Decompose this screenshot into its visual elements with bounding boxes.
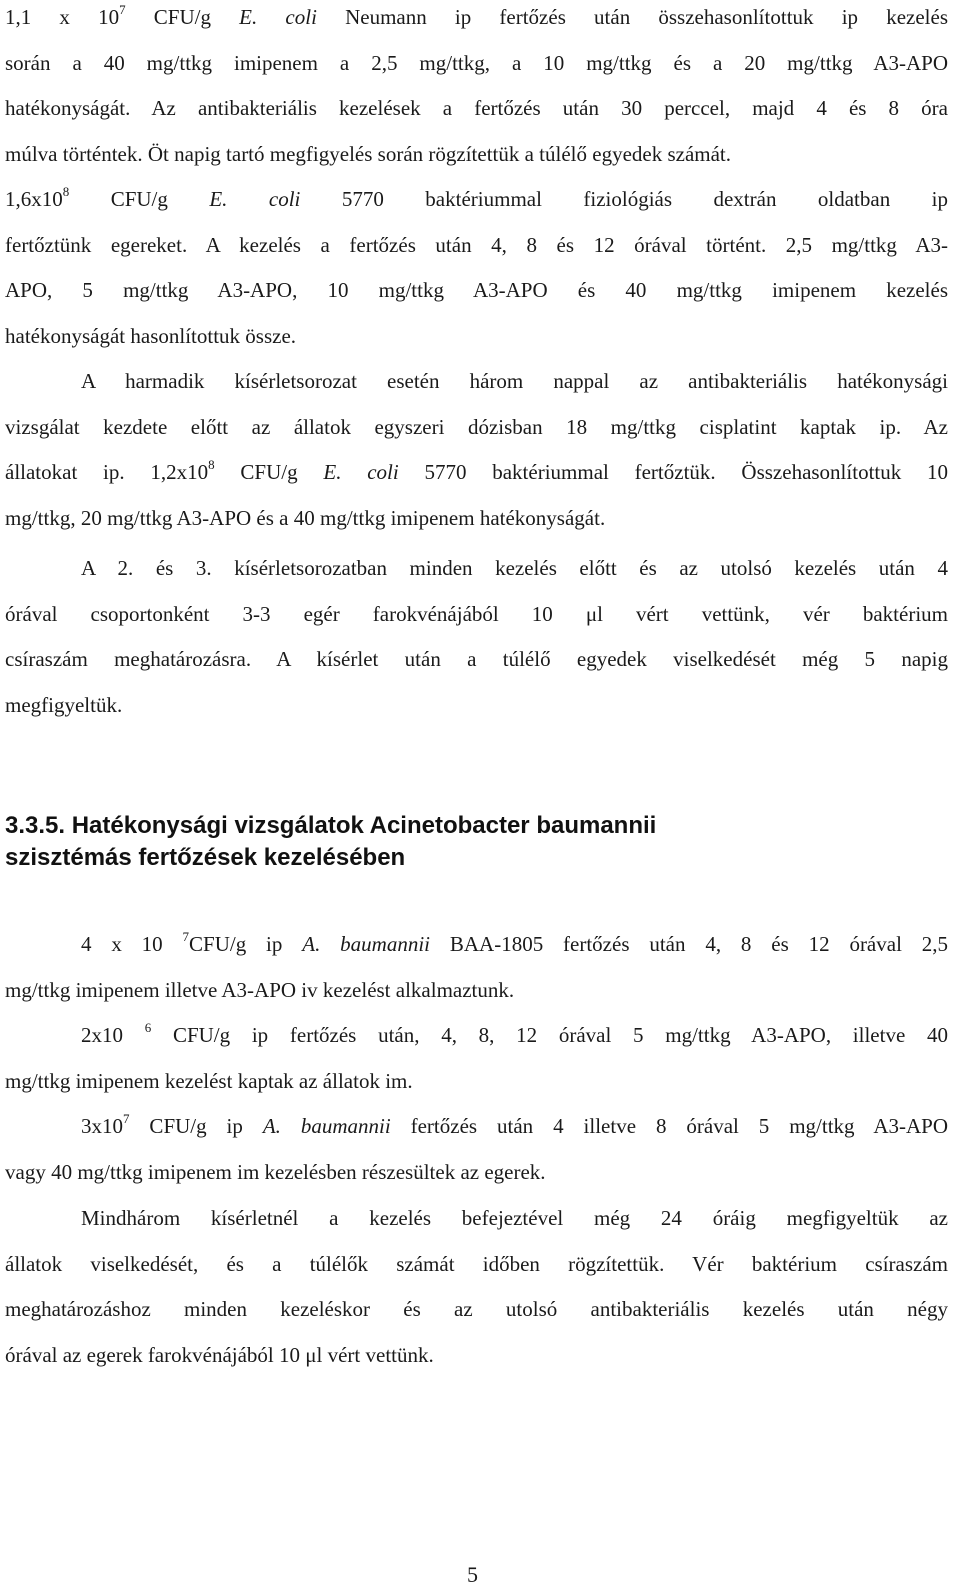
text-line xyxy=(5,450,948,496)
superscript: 6 xyxy=(144,1020,152,1035)
text-span: BAA-1805 fertőzés után 4, 8 és 12 órával 2,5 xyxy=(430,932,949,956)
text-line: mg/ttkg imipenem illetve A3-APO iv kezelést alkalmaztunk. xyxy=(5,977,515,1002)
species-name: E. coli xyxy=(209,187,301,211)
paragraph-neumann-infection xyxy=(5,0,948,177)
text-span: CFU/g ip xyxy=(129,1114,263,1138)
text-line: vizsgálat kezdete előtt az állatok egyszeri dózisban 18 mg/ttkg cisplatint kaptak ip. Az xyxy=(5,414,948,439)
text-line: fertőztünk egereket. A kezelés a fertőzés után 4, 8 és 12 órával történt. 2,5 mg/ttkg A3- xyxy=(5,232,948,257)
paragraph-a3apo-im xyxy=(5,1104,948,1195)
text-span: CFU/g ip xyxy=(189,932,303,956)
text-line: mg/ttkg, 20 mg/ttkg A3-APO és a 40 mg/ttkg imipenem hatékonyságát. xyxy=(5,505,606,530)
text-span: 5770 baktériummal fertőztük. Összehasonlítottuk 10 xyxy=(398,460,948,484)
species-name: A. baumannii xyxy=(262,1114,391,1138)
text-span: 2x10 xyxy=(81,1023,145,1047)
section-heading xyxy=(5,810,656,874)
superscript: 8 xyxy=(208,457,215,472)
text-line: csíraszám meghatározásra. A kísérlet után a túlélő egyedek viselkedését még 5 napig xyxy=(5,647,948,671)
text-line: múlva történtek. Öt napig tartó megfigyelés során rögzítettük a túlélő egyedek számát. xyxy=(5,141,732,166)
text-line xyxy=(5,1013,948,1059)
text-line: A 2. és 3. kísérletsorozatban minden kezelés előtt és az utolsó kezelés után 4 xyxy=(81,556,948,580)
page-number: 5 xyxy=(467,1562,478,1587)
text-span: CFU/g xyxy=(125,5,240,29)
document-page xyxy=(5,0,948,1591)
text-span: 5770 baktériummal fiziológiás dextrán oldatban ip xyxy=(300,187,949,211)
text-line: mg/ttkg imipenem kezelést kaptak az állatok im. xyxy=(5,1068,413,1093)
text-span: 3x10 xyxy=(81,1114,123,1138)
text-line: Mindhárom kísérletnél a kezelés befejeztével még 24 óráig megfigyeltük az xyxy=(81,1206,948,1230)
text-line: hatékonyságát hasonlítottuk össze. xyxy=(5,323,297,348)
text-line: órával csoportonként 3-3 egér farokvénájából 10 μl vért vettünk, vér baktérium xyxy=(5,601,948,626)
text-line: során a 40 mg/ttkg imipenem a 2,5 mg/ttkg, a 10 mg/ttkg és a 20 mg/ttkg A3-APO xyxy=(5,50,948,75)
species-name: E. coli xyxy=(239,5,317,29)
text-span: 1,6x10 xyxy=(5,187,63,211)
paragraph-observation xyxy=(5,1196,948,1378)
text-line: megfigyeltük. xyxy=(5,692,123,717)
paragraph-baa1805-infection xyxy=(5,922,948,1013)
superscript: 8 xyxy=(62,184,70,199)
text-line: meghatározáshoz minden kezeléskor és az utolsó antibakteriális kezelés után négy xyxy=(5,1297,948,1321)
text-span: Neumann ip fertőzés után összehasonlítottuk ip kezelés xyxy=(316,5,948,29)
text-line: APO, 5 mg/ttkg A3-APO, 10 mg/ttkg A3-APO és 40 mg/ttkg imipenem kezelés xyxy=(5,278,948,302)
superscript: 7 xyxy=(182,929,190,944)
superscript: 7 xyxy=(123,1111,130,1126)
text-line: hatékonyságát. Az antibakteriális kezelések a fertőzés után 30 perccel, majd 4 és 8 óra xyxy=(5,96,948,120)
text-line: vagy 40 mg/ttkg imipenem im kezelésben részesültek az egerek. xyxy=(5,1159,546,1184)
text-span: CFU/g ip fertőzés után, 4, 8, 12 órával 5 mg/ttkg A3-APO, illetve 40 xyxy=(151,1023,948,1047)
superscript: 7 xyxy=(119,2,126,17)
text-line xyxy=(5,177,948,223)
text-span: CFU/g xyxy=(69,187,210,211)
text-span: CFU/g xyxy=(214,460,324,484)
text-span: állatokat ip. 1,2x10 xyxy=(5,460,209,484)
paragraph-dextran-infection xyxy=(5,177,948,359)
text-line: állatok viselkedését, és a túlélők számát időben rögzítettük. Vér baktérium csíraszám xyxy=(5,1251,948,1276)
text-line xyxy=(5,922,948,968)
text-line: A harmadik kísérletsorozat esetén három nappal az antibakteriális hatékonysági xyxy=(81,369,948,393)
paragraph-cisplatin-series xyxy=(5,359,948,541)
text-span: 1,1 x 10 xyxy=(5,5,120,29)
paragraph-im-treatment xyxy=(5,1013,948,1104)
text-span: 4 x 10 xyxy=(81,932,183,956)
text-line xyxy=(5,0,948,41)
species-name: E. coli xyxy=(323,460,399,484)
text-span: fertőzés után 4 illetve 8 órával 5 mg/ttkg A3-APO xyxy=(390,1114,948,1138)
heading-line: 3.3.5. Hatékonysági vizsgálatok Acinetobacter baumannii xyxy=(5,812,657,839)
text-line: órával az egerek farokvénájából 10 μl vért vettünk. xyxy=(5,1342,434,1367)
heading-line: szisztémás fertőzések kezelésében xyxy=(5,844,406,871)
paragraph-blood-sampling xyxy=(5,546,948,728)
species-name: A. baumannii xyxy=(302,932,431,956)
text-line xyxy=(5,1104,948,1150)
